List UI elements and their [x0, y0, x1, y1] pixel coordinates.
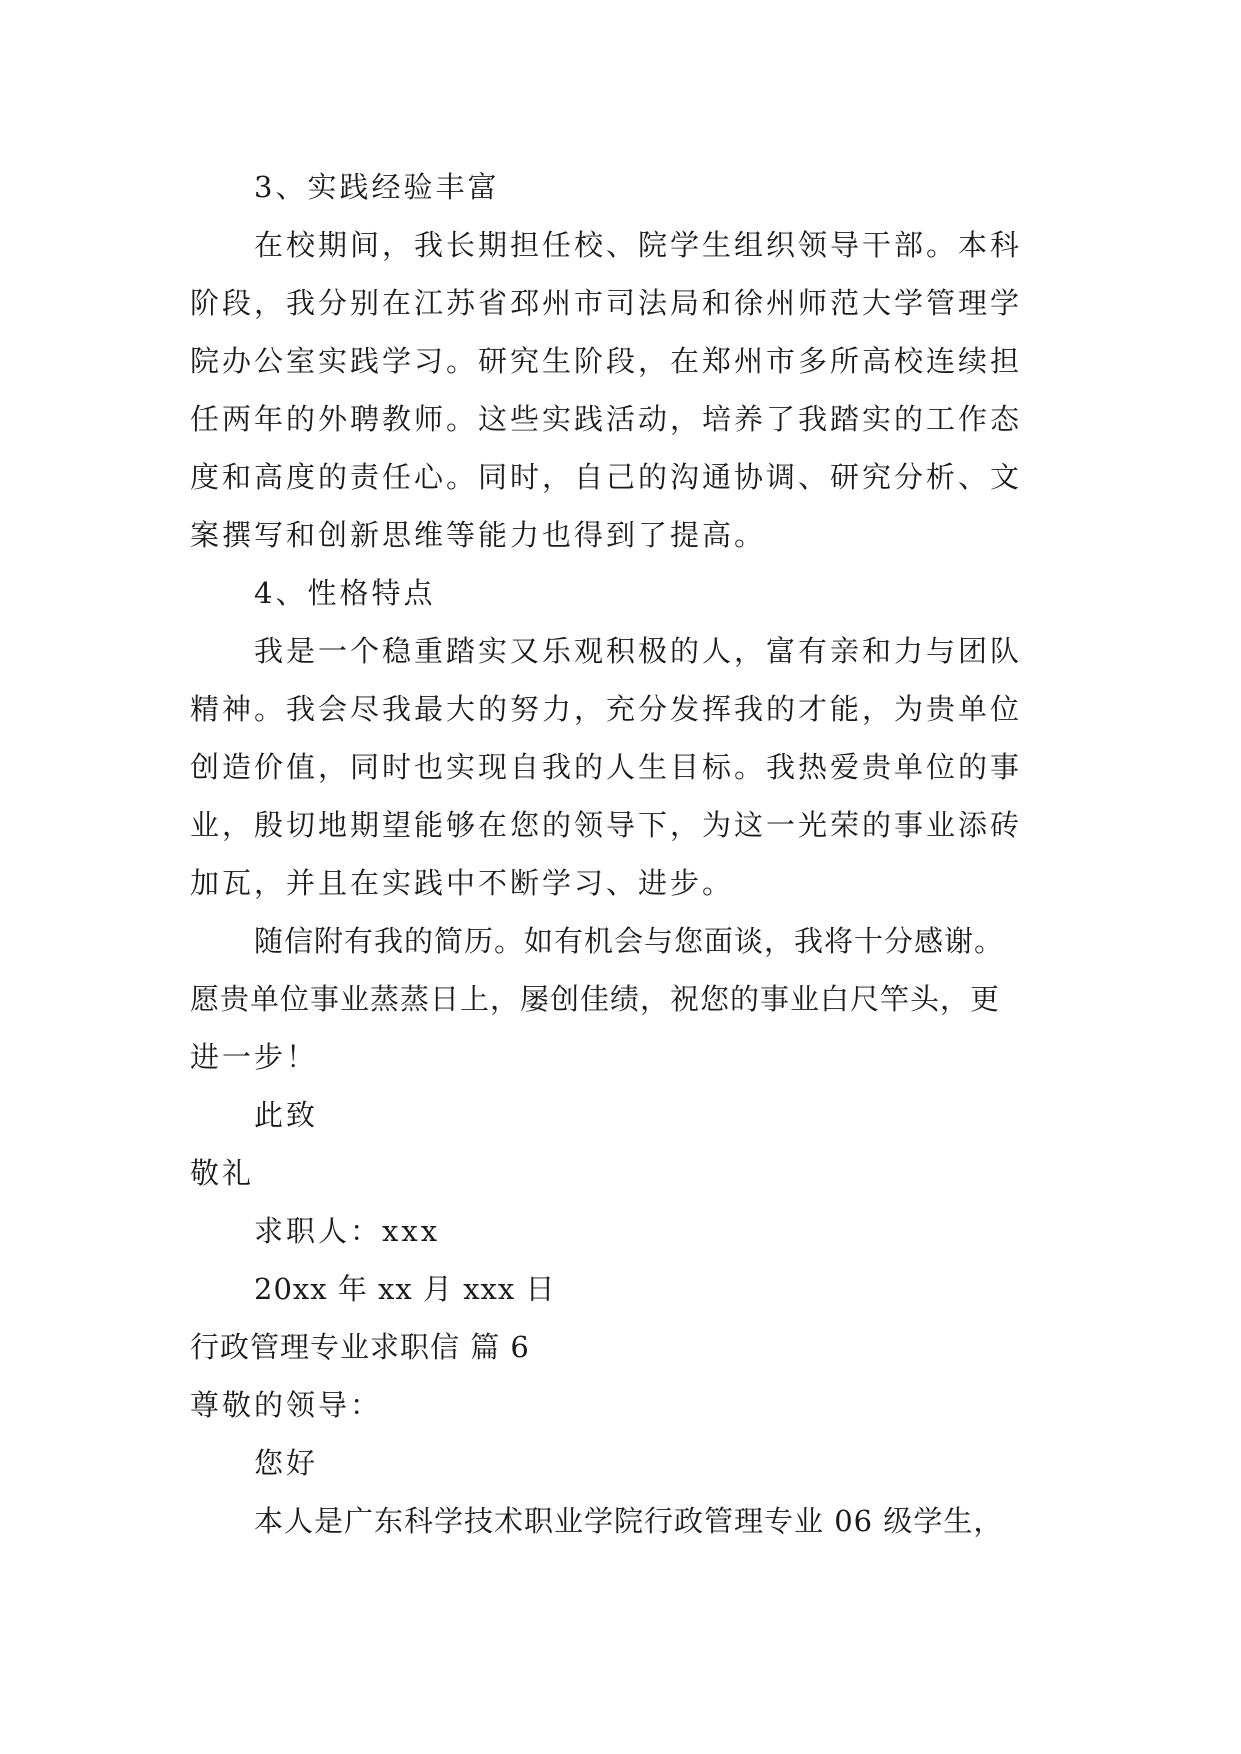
- letter-title: 行政管理专业求职信 篇 6: [190, 1330, 530, 1364]
- paragraph-line: 创造价值，同时也实现自我的人生目标。我热爱贵单位的事: [190, 750, 1023, 784]
- paragraph-line: 阶段，我分别在江苏省邳州市司法局和徐州师范大学管理学: [190, 286, 1023, 320]
- document-body: [190, 158, 1060, 1550]
- section-heading-personality: 4、性格特点: [254, 576, 436, 610]
- paragraph-line: 业，殷切地期望能够在您的领导下，为这一光荣的事业添砖: [190, 808, 1023, 842]
- section-heading-practice: 3、实践经验丰富: [254, 170, 500, 204]
- paragraph-line: 随信附有我的简历。如有机会与您面谈，我将十分感谢。: [254, 924, 1005, 958]
- paragraph-line: 度和高度的责任心。同时，自己的沟通协调、研究分析、文: [190, 460, 1023, 494]
- applicant-signature: 求职人：xxx: [254, 1214, 441, 1248]
- greeting: 尊敬的领导：: [190, 1388, 383, 1422]
- paragraph-line: 在校期间，我长期担任校、院学生组织领导干部。本科: [254, 228, 1023, 262]
- paragraph-line: 加瓦，并且在实践中不断学习、进步。: [190, 866, 735, 900]
- paragraph-line: 我是一个稳重踏实又乐观积极的人，富有亲和力与团队: [254, 634, 1023, 668]
- paragraph-line: 任两年的外聘教师。这些实践活动，培养了我踏实的工作态: [190, 402, 1023, 436]
- paragraph-line: 精神。我会尽我最大的努力，充分发挥我的才能，为贵单位: [190, 692, 1023, 726]
- closing-respect: 敬礼: [190, 1156, 255, 1190]
- paragraph-line: 愿贵单位事业蒸蒸日上，屡创佳绩，祝您的事业白尺竿头，更: [190, 982, 1001, 1016]
- paragraph-line: 院办公室实践学习。研究生阶段，在郑州市多所高校连续担: [190, 344, 1023, 378]
- paragraph-line: 案撰写和创新思维等能力也得到了提高。: [190, 518, 767, 552]
- letter-date: 20xx 年 xx 月 xxx 日: [254, 1272, 556, 1306]
- closing-salutation: 此致: [254, 1098, 319, 1132]
- greeting-hello: 您好: [254, 1446, 319, 1480]
- paragraph-line: 进一步！: [190, 1040, 319, 1074]
- paragraph-line: 本人是广东科学技术职业学院行政管理专业 06 级学生，: [254, 1504, 1004, 1538]
